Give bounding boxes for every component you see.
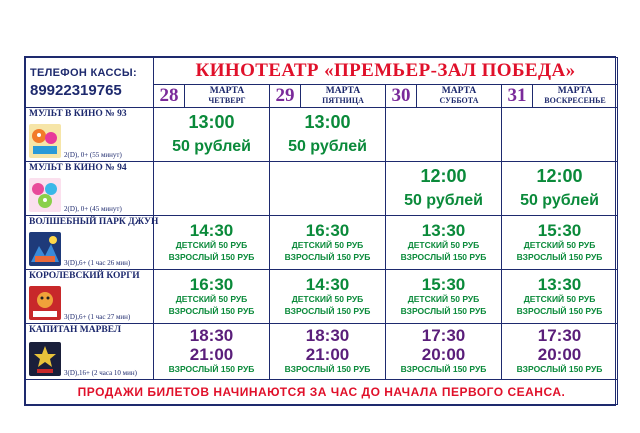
- showtime-cell: [154, 216, 270, 270]
- show-time: 15:30: [537, 220, 582, 240]
- day-weekday: ВОСКРЕСЕНЬЕ: [544, 95, 606, 105]
- film-info: 3(D),6+ (1 час 26 мин): [64, 259, 131, 267]
- phone-cell: [26, 58, 154, 108]
- child-price: ДЕТСКИЙ 50 РУБ: [523, 240, 596, 251]
- adult-price: ВЗРОСЛЫЙ 150 РУБ: [284, 364, 371, 375]
- show-price: 50 рублей: [288, 137, 367, 155]
- show-time: 17:30: [421, 326, 466, 346]
- day-month: МАРТА: [557, 85, 593, 96]
- showtime-cell-empty: [386, 108, 502, 162]
- day-header-4: [502, 85, 618, 108]
- film-info: 3(D),16+ (2 часа 10 мин): [64, 369, 137, 377]
- child-price: ДЕТСКИЙ 50 РУБ: [175, 294, 248, 305]
- day-month: МАРТА: [325, 85, 361, 96]
- film-poster-image: [29, 232, 61, 266]
- day-number: 28: [154, 85, 185, 107]
- show-time: 12:00: [536, 166, 583, 186]
- adult-price: ВЗРОСЛЫЙ 150 РУБ: [168, 305, 255, 316]
- show-time: 21:00: [189, 344, 234, 364]
- film-row: [26, 108, 618, 162]
- show-time: 15:30: [421, 274, 466, 294]
- film-title: ВОЛШЕБНЫЙ ПАРК ДЖУН: [29, 217, 159, 227]
- showtime-cell: [270, 108, 386, 162]
- film-row: [26, 162, 618, 216]
- cinema-title: КИНОТЕАТР «ПРЕМЬЕР-ЗАЛ ПОБЕДА»: [195, 60, 576, 81]
- show-price: 50 рублей: [404, 191, 483, 209]
- showtime-cell: [154, 324, 270, 380]
- adult-price: ВЗРОСЛЫЙ 150 РУБ: [516, 305, 603, 316]
- show-time: 20:00: [421, 344, 466, 364]
- day-header-2: [270, 85, 386, 108]
- show-time: 16:30: [189, 274, 234, 294]
- showtime-cell: [386, 162, 502, 216]
- film-poster-image: [29, 342, 61, 376]
- day-header-1: [154, 85, 270, 108]
- day-number: 29: [270, 85, 301, 107]
- film-poster-image: [29, 178, 61, 212]
- schedule-table: [25, 57, 618, 405]
- show-time: 17:30: [537, 326, 582, 346]
- show-time: 14:30: [305, 274, 350, 294]
- day-weekday: ЧЕТВЕРГ: [208, 95, 246, 105]
- day-number: 30: [386, 85, 417, 107]
- show-price: 50 рублей: [172, 137, 251, 155]
- child-price: ДЕТСКИЙ 50 РУБ: [291, 294, 364, 305]
- film-row: [26, 324, 618, 380]
- show-time: 13:00: [188, 112, 235, 132]
- film-cell: [26, 162, 154, 216]
- film-cell: [26, 216, 159, 270]
- film-info: 2(D), 0+ (45 минут): [64, 205, 122, 213]
- day-month: МАРТА: [441, 85, 477, 96]
- phone-number: 89922319765: [30, 81, 122, 99]
- film-row: [26, 216, 618, 270]
- film-poster-image: [29, 124, 61, 158]
- ticket-sales-notice: ПРОДАЖИ БИЛЕТОВ НАЧИНАЮТСЯ ЗА ЧАС ДО НАЧАЛА ПЕРВОГО СЕАНСА.: [77, 385, 566, 399]
- day-weekday: ПЯТНИЦА: [322, 95, 364, 105]
- day-number: 31: [502, 85, 533, 107]
- film-cell: [26, 324, 154, 380]
- adult-price: ВЗРОСЛЫЙ 150 РУБ: [400, 364, 487, 375]
- film-title: КОРОЛЕВСКИЙ КОРГИ: [29, 271, 140, 281]
- show-time: 21:00: [305, 344, 350, 364]
- adult-price: ВЗРОСЛЫЙ 150 РУБ: [284, 305, 371, 316]
- showtime-cell: [386, 324, 502, 380]
- day-weekday: СУББОТА: [439, 95, 479, 105]
- film-title: КАПИТАН МАРВЕЛ: [29, 325, 122, 335]
- adult-price: ВЗРОСЛЫЙ 150 РУБ: [516, 251, 603, 262]
- film-poster-image: [29, 286, 61, 320]
- show-time: 13:00: [304, 112, 351, 132]
- day-header-3: [386, 85, 502, 108]
- showtime-cell: [502, 216, 618, 270]
- show-time: 14:30: [189, 220, 234, 240]
- showtime-cell-empty: [502, 108, 618, 162]
- film-title: МУЛЬТ В КИНО № 94: [29, 163, 127, 173]
- show-time: 18:30: [189, 326, 234, 346]
- show-time: 16:30: [305, 220, 350, 240]
- adult-price: ВЗРОСЛЫЙ 150 РУБ: [400, 251, 487, 262]
- film-cell: [26, 108, 154, 162]
- adult-price: ВЗРОСЛЫЙ 150 РУБ: [168, 364, 255, 375]
- showtime-cell-empty: [270, 162, 386, 216]
- show-time: 20:00: [537, 344, 582, 364]
- child-price: ДЕТСКИЙ 50 РУБ: [407, 240, 480, 251]
- film-title: МУЛЬТ В КИНО № 93: [29, 109, 127, 119]
- phone-label: ТЕЛЕФОН КАССЫ:: [30, 66, 137, 79]
- show-price: 50 рублей: [520, 191, 599, 209]
- show-time: 13:30: [421, 220, 466, 240]
- film-cell: [26, 270, 154, 324]
- show-time: 12:00: [420, 166, 467, 186]
- adult-price: ВЗРОСЛЫЙ 150 РУБ: [284, 251, 371, 262]
- adult-price: ВЗРОСЛЫЙ 150 РУБ: [400, 305, 487, 316]
- showtime-cell: [386, 270, 502, 324]
- child-price: ДЕТСКИЙ 50 РУБ: [175, 240, 248, 251]
- show-time: 18:30: [305, 326, 350, 346]
- showtime-cell: [502, 162, 618, 216]
- showtime-cell: [270, 270, 386, 324]
- child-price: ДЕТСКИЙ 50 РУБ: [407, 294, 480, 305]
- day-month: МАРТА: [209, 85, 245, 96]
- adult-price: ВЗРОСЛЫЙ 150 РУБ: [516, 364, 603, 375]
- showtime-cell-empty: [154, 162, 270, 216]
- film-info: 2(D), 0+ (55 минут): [64, 151, 122, 159]
- showtime-cell: [270, 216, 386, 270]
- child-price: ДЕТСКИЙ 50 РУБ: [291, 240, 364, 251]
- show-time: 13:30: [537, 274, 582, 294]
- showtime-cell: [502, 270, 618, 324]
- film-row: [26, 270, 618, 324]
- showtime-cell: [154, 108, 270, 162]
- title-cell: [154, 58, 618, 85]
- child-price: ДЕТСКИЙ 50 РУБ: [523, 294, 596, 305]
- adult-price: ВЗРОСЛЫЙ 150 РУБ: [168, 251, 255, 262]
- showtime-cell: [386, 216, 502, 270]
- showtime-cell: [502, 324, 618, 380]
- schedule-sheet: [24, 56, 616, 406]
- footer-cell: [26, 380, 618, 405]
- showtime-cell: [270, 324, 386, 380]
- showtime-cell: [154, 270, 270, 324]
- film-info: 3(D),6+ (1 час 27 мин): [64, 313, 131, 321]
